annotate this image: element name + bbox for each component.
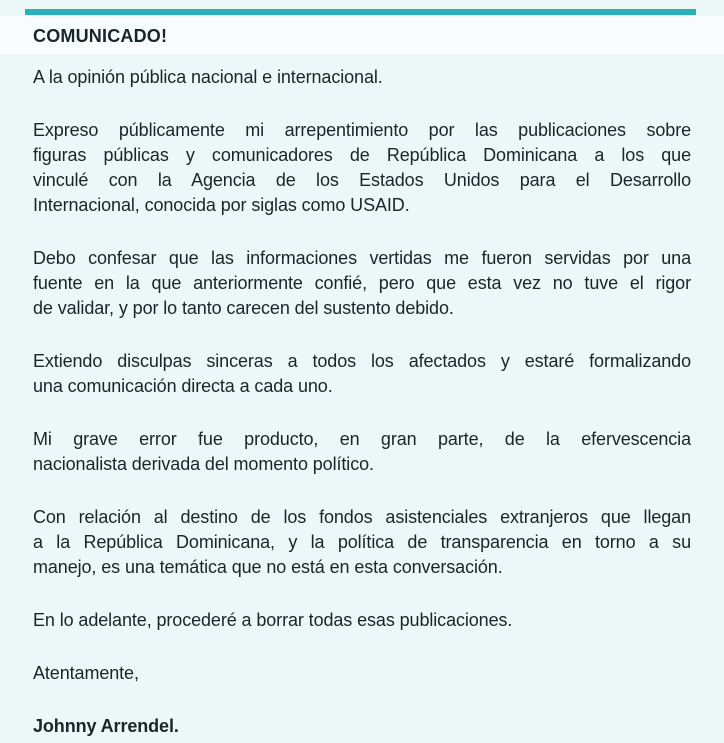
- paragraph: [33, 608, 691, 633]
- text-line: Internacional, conocida por siglas como USAID.: [33, 195, 410, 215]
- text-line: de validar, y por lo tanto carecen del sustento debido.: [33, 298, 454, 318]
- paragraph: [33, 427, 691, 477]
- text-line: Johnny Arrendel.: [33, 716, 179, 736]
- text-line: vinculé con la Agencia de los Estados Unidos para el Desarrollo: [33, 170, 691, 190]
- document-heading: COMUNICADO!: [33, 26, 168, 46]
- document-body: [33, 65, 691, 739]
- text-line: manejo, es una temática que no está en esta conversación.: [33, 557, 503, 577]
- text-line: En lo adelante, procederé a borrar todas esas publicaciones.: [33, 610, 513, 630]
- text-line: Atentamente,: [33, 663, 139, 683]
- text-line: A la opinión pública nacional e internacional.: [33, 67, 383, 87]
- paragraph: [33, 505, 691, 580]
- text-line: fuente en la que anteriormente confié, pero que esta vez no tuve el rigor: [33, 273, 691, 293]
- text-line: Debo confesar que las informaciones vertidas me fueron servidas por una: [33, 248, 691, 268]
- text-line: Con relación al destino de los fondos asistenciales extranjeros que llegan: [33, 507, 691, 527]
- text-line: nacionalista derivada del momento político.: [33, 454, 374, 474]
- text-line: una comunicación directa a cada uno.: [33, 376, 333, 396]
- paragraph: [33, 349, 691, 399]
- text-line: Expreso públicamente mi arrepentimiento por las publicaciones sobre: [33, 120, 691, 140]
- paragraph: [33, 65, 691, 90]
- text-line: figuras públicas y comunicadores de República Dominicana a los que: [33, 145, 691, 165]
- paragraph: [33, 246, 691, 321]
- text-line: Extiendo disculpas sinceras a todos los afectados y estaré formalizando: [33, 351, 691, 371]
- paragraph: [33, 661, 691, 686]
- paragraph: [33, 118, 691, 218]
- text-line: Mi grave error fue producto, en gran parte, de la efervescencia: [33, 429, 691, 449]
- text-line: a la República Dominicana, y la política de transparencia en torno a su: [33, 532, 691, 552]
- paragraph: [33, 714, 691, 739]
